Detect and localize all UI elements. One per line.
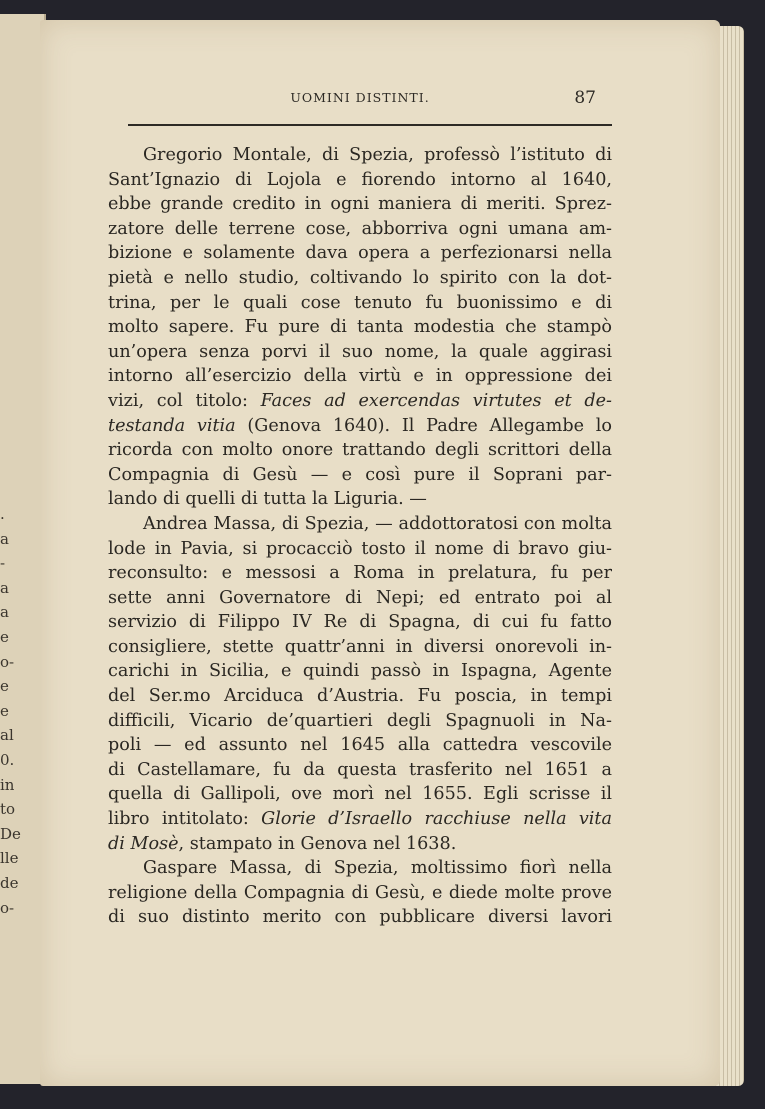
text-line — [108, 192, 612, 217]
previous-page-fragments — [0, 502, 21, 920]
text-segment: difficili, Vicario de’quartieri degli Spagnuoli in Na- — [108, 710, 612, 731]
text-segment: zatore delle terrene cose, abborriva ogni umana am- — [108, 218, 612, 239]
fragment: e — [0, 701, 9, 720]
text-line — [108, 463, 612, 488]
text-segment: un’opera senza porvi il suo nome, la quale aggirasi — [108, 341, 612, 362]
fragment: a — [0, 529, 9, 548]
page-header — [108, 88, 612, 112]
text-segment: di suo distinto merito con pubblicare diversi lavori — [108, 907, 612, 928]
fragment: a — [0, 578, 9, 597]
text-line — [108, 610, 612, 635]
text-segment: reconsulto: e messosi a Roma in prelatura, fu per — [108, 563, 612, 584]
text-segment: servizio di Filippo IV Re di Spagna, di cui fu fatto — [108, 612, 612, 633]
italic-title: testanda vitia — [108, 415, 236, 436]
text-line — [108, 266, 612, 291]
text-line — [108, 635, 612, 660]
text-segment: poli — ed assunto nel 1645 alla cattedra vescovile — [108, 735, 612, 756]
text-segment: Andrea Massa, di Spezia, — addottoratosi con molta — [143, 513, 612, 534]
fragment: - — [0, 554, 6, 573]
text-line — [108, 389, 612, 414]
text-line — [108, 340, 612, 365]
text-segment: carichi in Sicilia, e quindi passò in Ispagna, Agente — [108, 661, 612, 682]
text-segment: (Genova 1640). Il Padre Allegambe lo — [235, 415, 612, 436]
text-line — [108, 782, 612, 807]
page-number: 87 — [574, 88, 596, 108]
fragment: in — [0, 775, 15, 794]
text-segment: lode in Pavia, si procacciò tosto il nome di bravo giu- — [108, 538, 612, 559]
body-text — [108, 143, 612, 930]
running-title: UOMINI DISTINTI. — [290, 90, 430, 105]
fragment: 0. — [0, 750, 15, 769]
text-segment: lando di quelli di tutta la Liguria. — — [108, 489, 427, 510]
fragment: . — [0, 505, 5, 523]
text-segment: del Ser.mo Arciduca d’Austria. Fu poscia, in tempi — [108, 686, 612, 707]
fragment: o- — [0, 898, 15, 917]
text-line — [108, 364, 612, 389]
fragment: al — [0, 726, 14, 745]
text-line — [108, 315, 612, 340]
text-segment: bizione e solamente dava opera a perfezionarsi nella — [108, 243, 612, 264]
text-line — [108, 684, 612, 709]
text-segment: di Castellamare, fu da questa trasferito nel 1651 a — [108, 759, 612, 780]
text-line — [108, 905, 612, 930]
fragment: De — [0, 824, 21, 843]
text-line — [108, 733, 612, 758]
fragment: to — [0, 800, 16, 819]
text-line — [108, 487, 612, 512]
text-line — [108, 291, 612, 316]
text-line — [108, 659, 612, 684]
fragment: e — [0, 627, 9, 646]
text-line — [108, 832, 612, 857]
text-segment: religione della Compagnia di Gesù, e diede molte prove — [108, 882, 612, 903]
text-segment: sette anni Governatore di Nepi; ed entrato poi al — [108, 587, 612, 608]
text-segment: Sant’Ignazio di Lojola e fiorendo intorno al 1640, — [108, 169, 612, 190]
text-segment: molto sapere. Fu pure di tanta modestia che stampò — [108, 317, 612, 338]
text-segment: trina, per le quali cose tenuto fu buonissimo e di — [108, 292, 612, 313]
text-line — [108, 414, 612, 439]
text-segment: ebbe grande credito in ogni maniera di meriti. Sprez- — [108, 194, 612, 215]
text-line — [108, 438, 612, 463]
text-line — [108, 217, 612, 242]
text-line — [108, 586, 612, 611]
text-line — [108, 807, 612, 832]
text-line — [108, 856, 612, 881]
text-segment: consigliere, stette quattr’anni in diversi onorevoli in- — [108, 636, 612, 657]
text-line — [108, 537, 612, 562]
italic-title: di Mosè — [108, 833, 179, 854]
text-segment: vizi, col titolo: — [108, 390, 261, 411]
text-segment: pietà e nello studio, coltivando lo spirito con la dot- — [108, 267, 612, 288]
fragment: de — [0, 873, 19, 892]
text-segment: intorno all’esercizio della virtù e in oppressione dei — [108, 366, 612, 387]
text-segment: , stampato in Genova nel 1638. — [178, 833, 457, 854]
fragment: o- — [0, 652, 15, 671]
text-line — [108, 512, 612, 537]
text-segment: quella di Gallipoli, ove morì nel 1655. Egli scrisse il — [108, 784, 612, 805]
text-segment: Gaspare Massa, di Spezia, moltissimo fiorì nella — [143, 858, 612, 879]
fragment: e — [0, 677, 9, 696]
text-segment: Compagnia di Gesù — e così pure il Soprani par- — [108, 464, 612, 485]
text-line — [108, 758, 612, 783]
italic-title: Faces ad exercendas virtutes et de- — [260, 390, 612, 411]
text-line — [108, 143, 612, 168]
text-line — [108, 709, 612, 734]
header-rule — [128, 124, 612, 126]
fragment: lle — [0, 849, 19, 868]
text-segment: libro intitolato: — [108, 809, 262, 830]
text-line — [108, 561, 612, 586]
fragment: a — [0, 603, 9, 622]
italic-title: Glorie d’Israello racchiuse nella vita — [261, 809, 612, 830]
text-line — [108, 881, 612, 906]
text-segment: Gregorio Montale, di Spezia, professò l’istituto di — [143, 145, 612, 165]
text-line — [108, 241, 612, 266]
text-segment: ricorda con molto onore trattando degli scrittori della — [108, 440, 612, 461]
text-line — [108, 168, 612, 193]
